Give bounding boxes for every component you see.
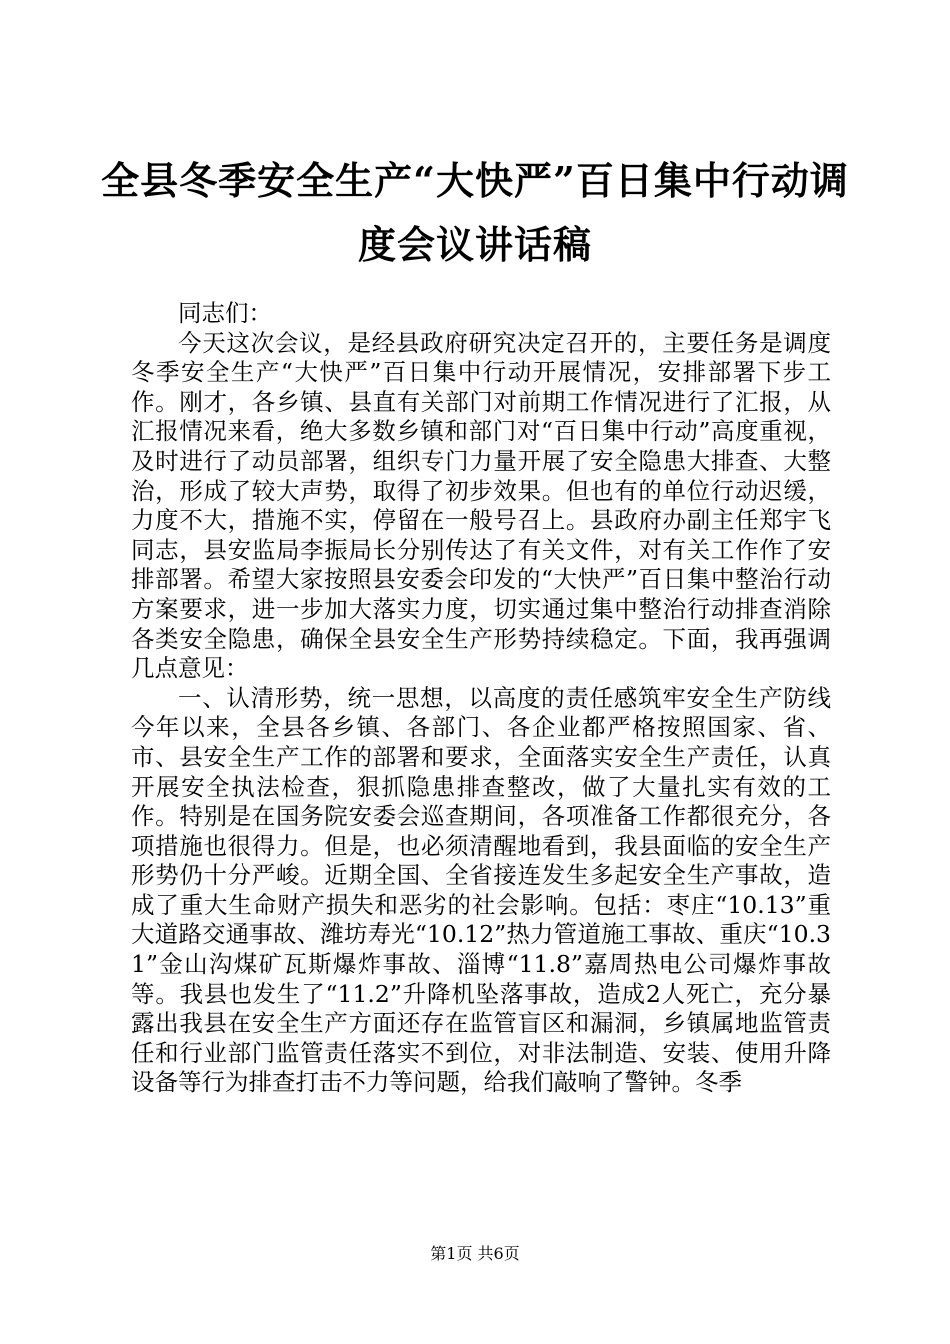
page-number-footer: 第1页 共6页 xyxy=(430,1244,520,1263)
paragraph-1: 今天这次会议，是经县政府研究决定召开的，主要任务是调度冬季安全生产“大快严”百日集中行动开展情况，安排部署下步工作。刚才，各乡镇、县直有关部门对前期工作情况进行了汇报，从汇报情况来看，绝大多数乡镇和部门对“百日集中行动”高度重视，及时进行了动员部署，组织专门力量开展了安全隐患大排查、大整治，形成了较大声势，取得了初步效果。但也有的单位行动迟缓，力度不大，措施不实，停留在一般号召上。县政府办副主任郑宇飞同志，县安监局李振局长分别传达了有关文件，对有关工作作了安排部署。希望大家按照县安委会印发的“大快严”百日集中整治行动方案要求，进一步加大落实力度，切实通过集中整治行动排查消除各类安全隐患，确保全县安全生产形势持续稳定。下面，我再强调几点意见： xyxy=(131,328,831,683)
document-title-line-1: 全县冬季安全生产“大快严”百日集中行动调 xyxy=(101,158,849,203)
salutation: 同志们： xyxy=(178,299,272,327)
paragraph-2: 一、认清形势，统一思想，以高度的责任感筑牢安全生产防线今年以来，全县各乡镇、各部门、各企业都严格按照国家、省、市、县安全生产工作的部署和要求，全面落实安全生产责任，认真开展安全执法检查，狠抓隐患排查整改，做了大量扎实有效的工作。特别是在国务院安委会巡查期间，各项准备工作都很充分，各项措施也很得力。但是，也必须清醒地看到，我县面临的安全生产形势仍十分严峻。近期全国、全省接连发生多起安全生产事故，造成了重大生命财产损失和恶劣的社会影响。包括：枣庄“10.13”重大道路交通事故、潍坊寿光“10.12”热力管道施工事故、重庆“10.31”金山沟煤矿瓦斯爆炸事故、淄博“11.8”嘉周热电公司爆炸事故等。我县也发生了“11.2”升降机坠落事故，造成2人死亡，充分暴露出我县在安全生产方面还存在监管盲区和漏洞，乡镇属地监管责任和行业部门监管责任落实不到位，对非法制造、安装、使用升降设备等行为排查打击不力等问题，给我们敲响了警钟。冬季 xyxy=(131,683,831,1097)
document-title-line-2: 度会议讲话稿 xyxy=(357,222,592,267)
document-body xyxy=(131,299,831,1098)
